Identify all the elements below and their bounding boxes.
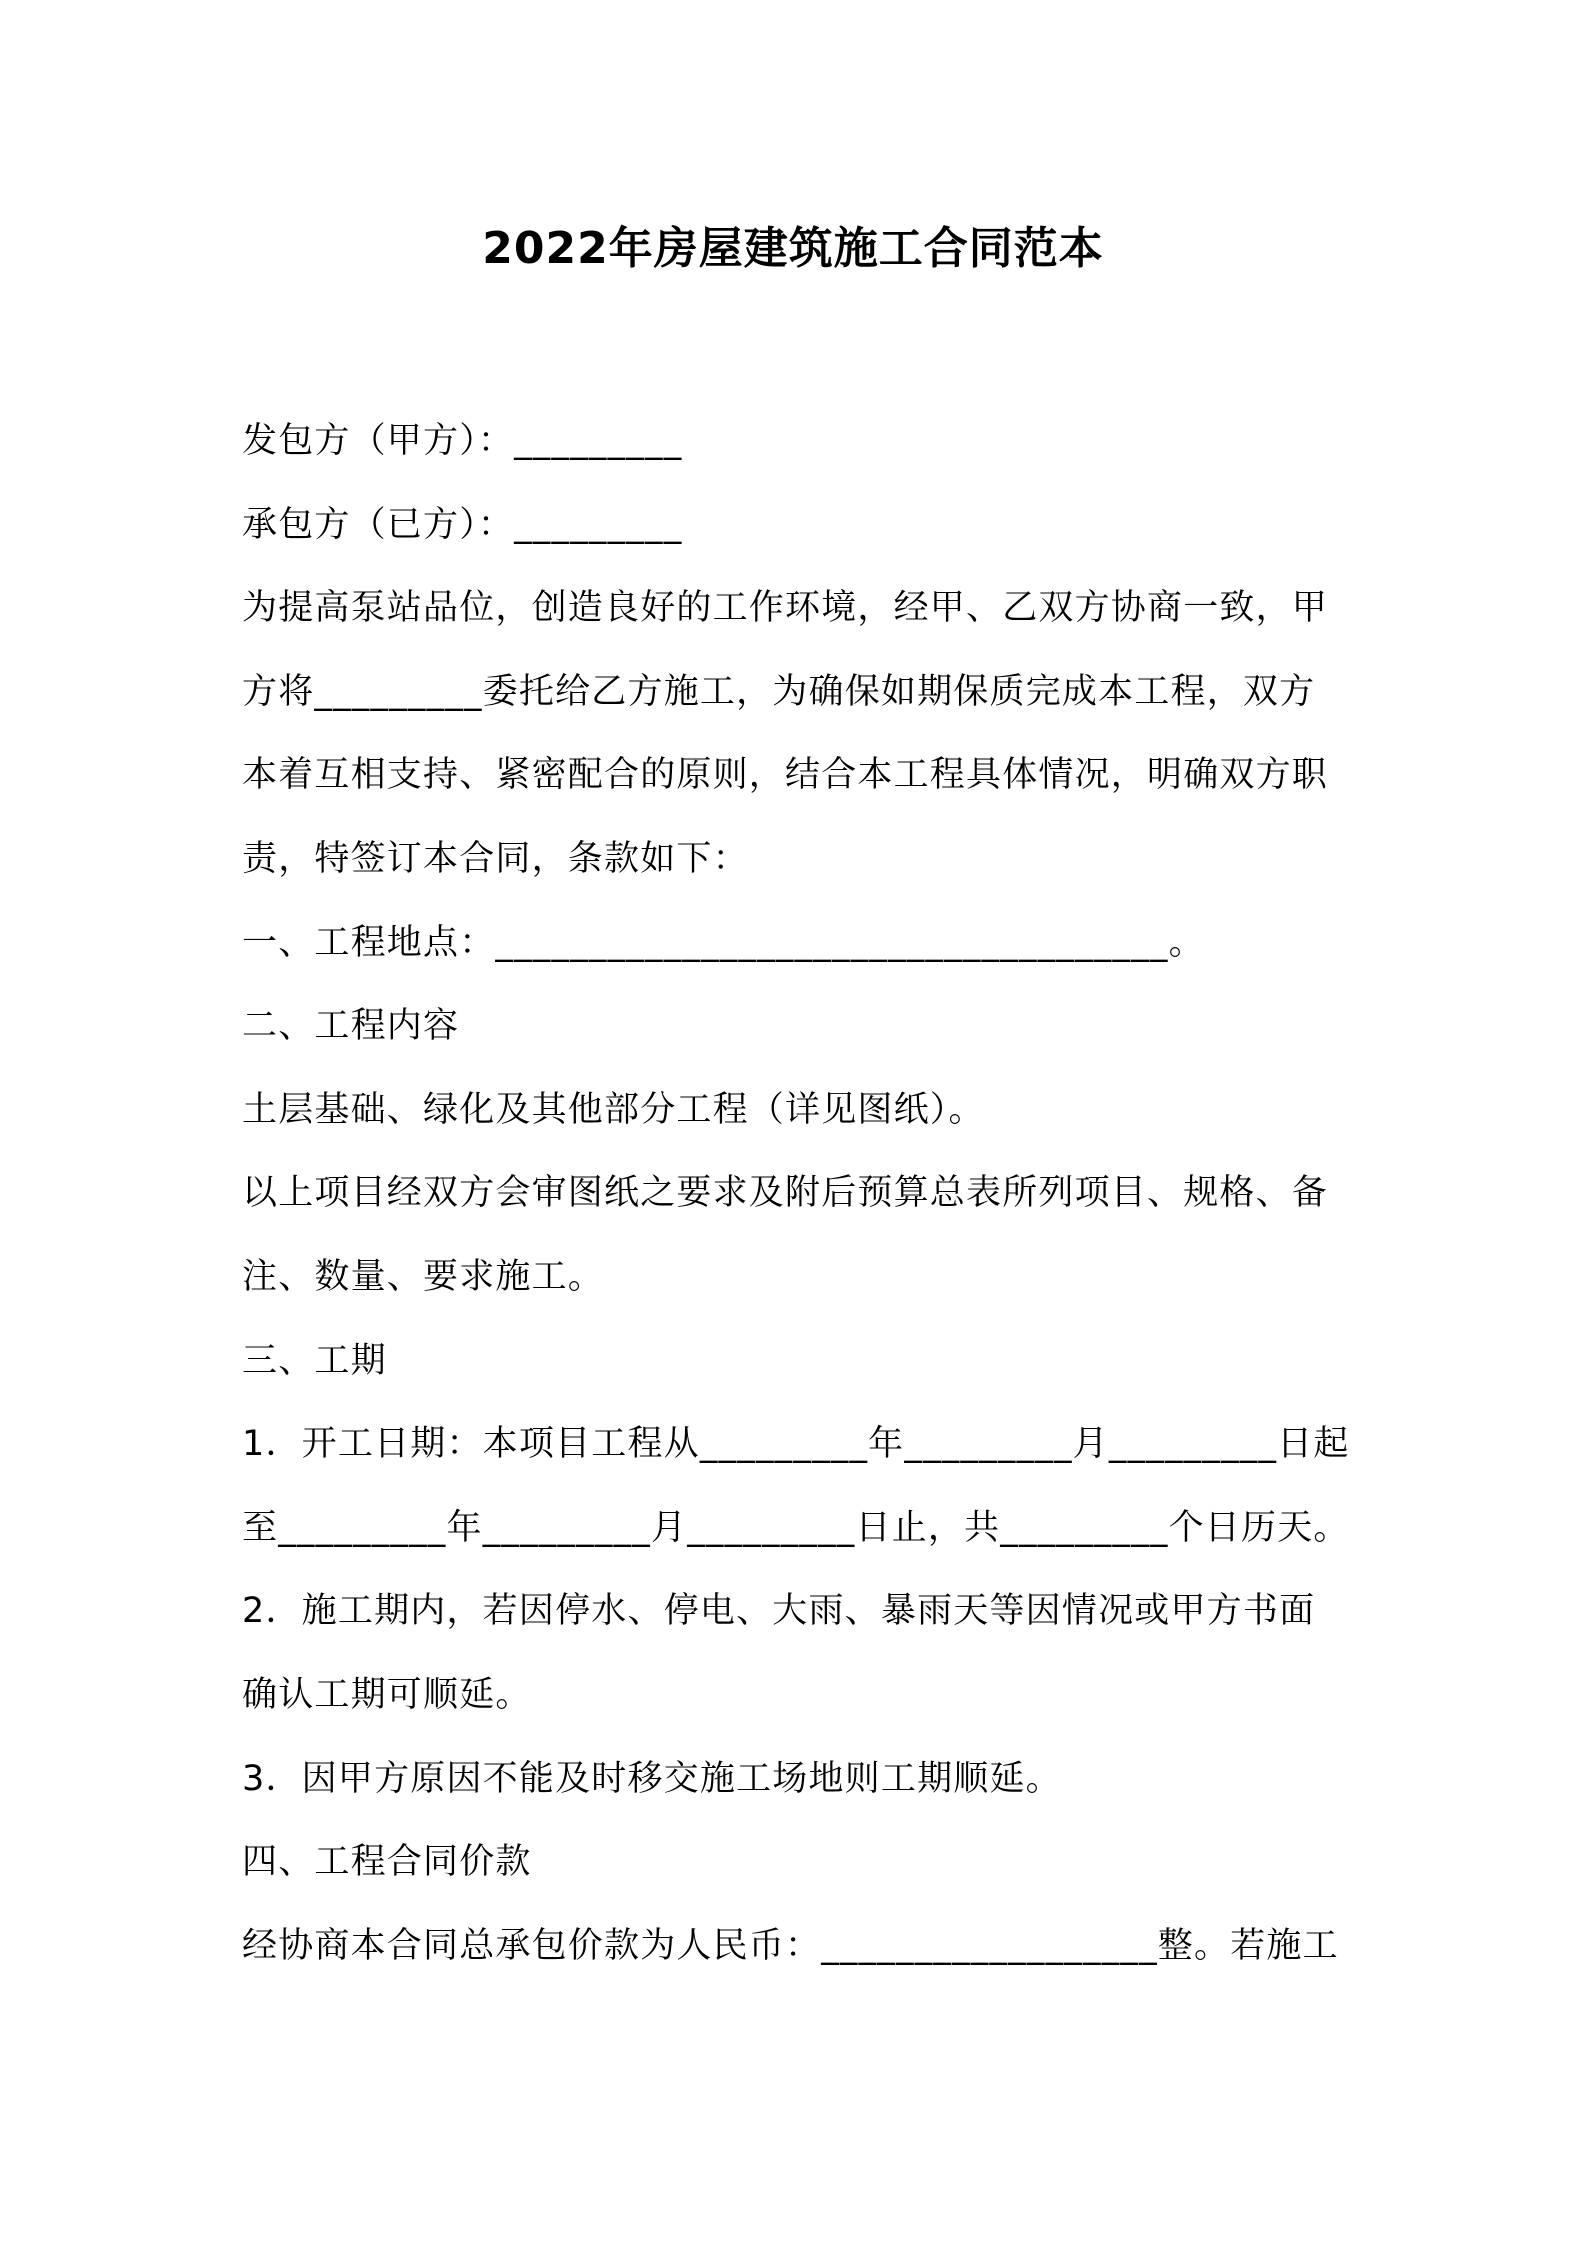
- section-heading: 四、工程合同价款: [242, 1842, 532, 1883]
- paragraph-line: 责，特签订本合同，条款如下：: [242, 838, 749, 879]
- section-heading: 二、工程内容: [242, 1006, 460, 1047]
- paragraph-line: 2．施工期内，若因停水、停电、大雨、暴雨天等因情况或甲方书面: [242, 1591, 1316, 1632]
- paragraph-line: 方将_________委托给乙方施工，为确保如期保质完成本工程，双方: [242, 671, 1316, 712]
- section-heading: 三、工期: [242, 1340, 387, 1381]
- paragraph-line: 经协商本合同总承包价款为人民币：__________________整。若施工: [242, 1925, 1339, 1966]
- paragraph-line: 土层基础、绿化及其他部分工程（详见图纸）。: [242, 1089, 985, 1130]
- section-heading: 一、工程地点：____________________________________。: [242, 922, 1205, 963]
- paragraph-line: 本着互相支持、紧密配合的原则，结合本工程具体情况，明确双方职: [242, 755, 1329, 796]
- paragraph-line: 为提高泵站品位，创造良好的工作环境，经甲、乙双方协商一致，甲: [242, 588, 1329, 629]
- party-b-line: 承包方（已方）：_________: [242, 504, 683, 545]
- paragraph-line: 以上项目经双方会审图纸之要求及附后预算总表所列项目、规格、备: [242, 1173, 1329, 1214]
- paragraph-line: 至_________年_________月_________日止，共_________个日历天。: [242, 1507, 1350, 1548]
- paragraph-line: 注、数量、要求施工。: [242, 1256, 605, 1297]
- party-a-line: 发包方（甲方）：_________: [242, 421, 683, 461]
- paragraph-line: 确认工期可顺延。: [242, 1674, 532, 1715]
- paragraph-line: 1．开工日期：本项目工程从_________年_________月_________日起: [242, 1424, 1350, 1465]
- document-title: 2022年房屋建筑施工合同范本: [482, 223, 1104, 274]
- paragraph-line: 3．因甲方原因不能及时移交施工场地则工期顺延。: [242, 1758, 1062, 1799]
- document-body: [242, 400, 1362, 1988]
